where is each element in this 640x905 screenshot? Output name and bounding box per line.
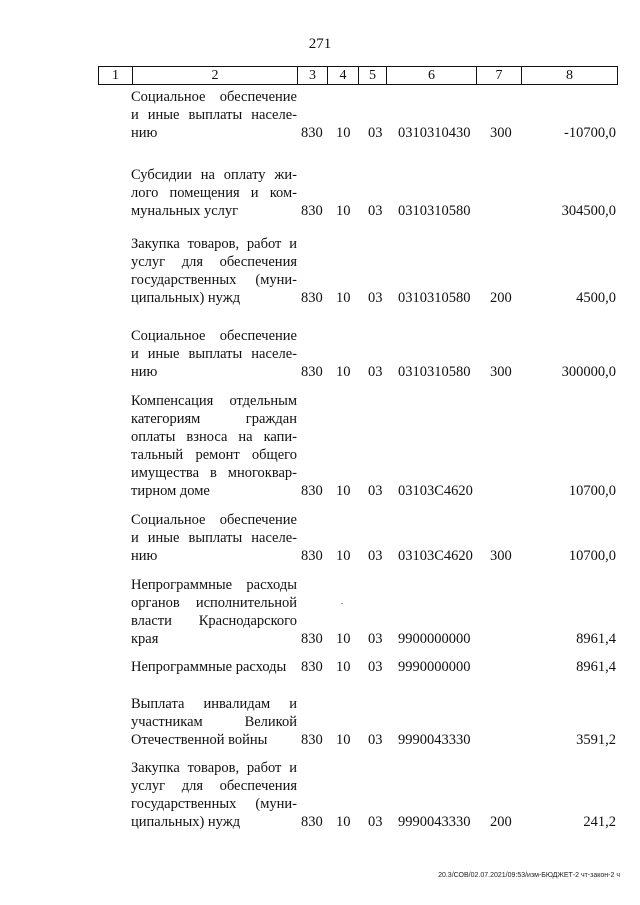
col-5-value: 03 [368, 203, 383, 219]
description-line: Выплата инвалидам и [131, 696, 297, 712]
row-description [131, 695, 297, 749]
col-4-value: 10 [336, 364, 351, 380]
header-col-4: 4 [328, 67, 359, 84]
description-line: участникам Великой [131, 714, 297, 730]
page-number: 271 [308, 36, 332, 52]
description-line: Непрограммные расходы [131, 577, 297, 593]
description-line: Социальное обеспечение [131, 328, 297, 344]
col-6-value: 03103С4620 [398, 483, 473, 499]
description-line: тирном доме [131, 483, 210, 499]
row-description [131, 576, 297, 648]
description-line: края [131, 631, 159, 647]
col-3-value: 830 [301, 290, 323, 306]
col-4-value: 10 [336, 732, 351, 748]
header-col-3: 3 [298, 67, 328, 84]
col-6-value: 9990043330 [398, 732, 471, 748]
col-3-value: 830 [301, 732, 323, 748]
row-description [131, 511, 297, 565]
col-7-value: 200 [490, 814, 512, 830]
col-4-value: 10 [336, 814, 351, 830]
col-8-value: 8961,4 [576, 631, 616, 647]
col-4-value: 10 [336, 290, 351, 306]
header-col-6: 6 [387, 67, 477, 84]
row-description [131, 166, 297, 220]
col-3-value: 830 [301, 203, 323, 219]
col-5-value: 03 [368, 631, 383, 647]
document-footer: 20.3/СОВ/02.07.2021/09:53/изм-БЮДЖЕТ-2 чт-закон-2 ч [438, 872, 620, 879]
col-8-value: 10700,0 [568, 483, 616, 499]
description-line: лого помещения и ком- [131, 185, 297, 201]
description-line: категориям граждан [131, 411, 297, 427]
row-description [131, 88, 297, 142]
description-line: и иные выплаты населе- [131, 107, 297, 123]
col-8-value: 241,2 [583, 814, 616, 830]
col-3-value: 830 [301, 364, 323, 380]
description-line: власти Краснодарского [131, 613, 297, 629]
col-4-value: 10 [336, 659, 351, 675]
table-header-row [98, 66, 618, 85]
col-4-value: 10 [336, 483, 351, 499]
description-line: нию [131, 548, 158, 564]
description-line: нию [131, 364, 158, 380]
description-line: и иные выплаты населе- [131, 530, 297, 546]
col-4-value: 10 [336, 125, 351, 141]
description-line: оплаты взноса на капи- [131, 429, 297, 445]
col-6-value: 9990043330 [398, 814, 471, 830]
row-description [131, 235, 297, 307]
col-6-value: 0310310580 [398, 203, 471, 219]
col-5-value: 03 [368, 364, 383, 380]
description-line: ципальных) нужд [131, 814, 241, 830]
description-line: государственных (муни- [131, 796, 297, 812]
description-line: ципальных) нужд [131, 290, 241, 306]
header-col-8: 8 [566, 68, 573, 83]
description-line: Закупка товаров, работ и [131, 236, 297, 252]
col-5-value: 03 [368, 290, 383, 306]
col-3-value: 830 [301, 631, 323, 647]
description-line: Социальное обеспечение [131, 89, 297, 105]
col-4-value: 10 [336, 631, 351, 647]
col-3-value: 830 [301, 483, 323, 499]
description-line: Отечественной войны [131, 732, 268, 748]
col-3-value: 830 [301, 659, 323, 675]
row-description [131, 759, 297, 831]
col-5-value: 03 [368, 814, 383, 830]
col-5-value: 03 [368, 125, 383, 141]
col-5-value: 03 [368, 732, 383, 748]
col-7-value: 300 [490, 364, 512, 380]
col-4-value: 10 [336, 203, 351, 219]
col-4-value: 10 [336, 548, 351, 564]
description-line: Компенсация отдельным [131, 393, 297, 409]
col-6-value: 0310310430 [398, 125, 471, 141]
description-line: и иные выплаты населе- [131, 346, 297, 362]
description-line: мунальных услуг [131, 203, 239, 219]
description-line: имущества в многоквар- [131, 465, 297, 481]
row-description [131, 392, 297, 500]
col-6-value: 0310310580 [398, 290, 471, 306]
col-6-value: 9990000000 [398, 659, 471, 675]
description-line: органов исполнительной [131, 595, 297, 611]
col-6-value: 03103С4620 [398, 548, 473, 564]
col-8-value: 304500,0 [561, 203, 616, 219]
col-6-value: 0310310580 [398, 364, 471, 380]
col-8-value: 8961,4 [576, 659, 616, 675]
header-col-7: 7 [477, 67, 522, 84]
col-8-value: -10700,0 [564, 125, 616, 141]
col-5-value: 03 [368, 548, 383, 564]
col-3-value: 830 [301, 814, 323, 830]
col-3-value: 830 [301, 548, 323, 564]
description-line: Закупка товаров, работ и [131, 760, 297, 776]
scan-speck [341, 603, 343, 604]
col-8-value: 3591,2 [576, 732, 616, 748]
row-description [131, 658, 297, 676]
description-line: услуг для обеспечения [131, 778, 297, 794]
col-8-value: 4500,0 [576, 290, 616, 306]
description-line: Социальное обеспечение [131, 512, 297, 528]
col-5-value: 03 [368, 483, 383, 499]
description-line: нию [131, 125, 158, 141]
header-col-1: 1 [99, 67, 133, 84]
col-6-value: 9900000000 [398, 631, 471, 647]
header-col-2: 2 [133, 67, 298, 84]
description-line: Субсидии на оплату жи- [131, 167, 297, 183]
col-7-value: 200 [490, 290, 512, 306]
col-8-value: 300000,0 [561, 364, 616, 380]
description-line: государственных (муни- [131, 272, 297, 288]
header-col-5: 5 [359, 67, 387, 84]
col-5-value: 03 [368, 659, 383, 675]
col-8-value: 10700,0 [568, 548, 616, 564]
row-description [131, 327, 297, 381]
description-line: услуг для обеспечения [131, 254, 297, 270]
description-line: Непрограммные расходы [131, 659, 287, 675]
description-line: тальный ремонт общего [131, 447, 297, 463]
col-7-value: 300 [490, 548, 512, 564]
col-3-value: 830 [301, 125, 323, 141]
col-7-value: 300 [490, 125, 512, 141]
